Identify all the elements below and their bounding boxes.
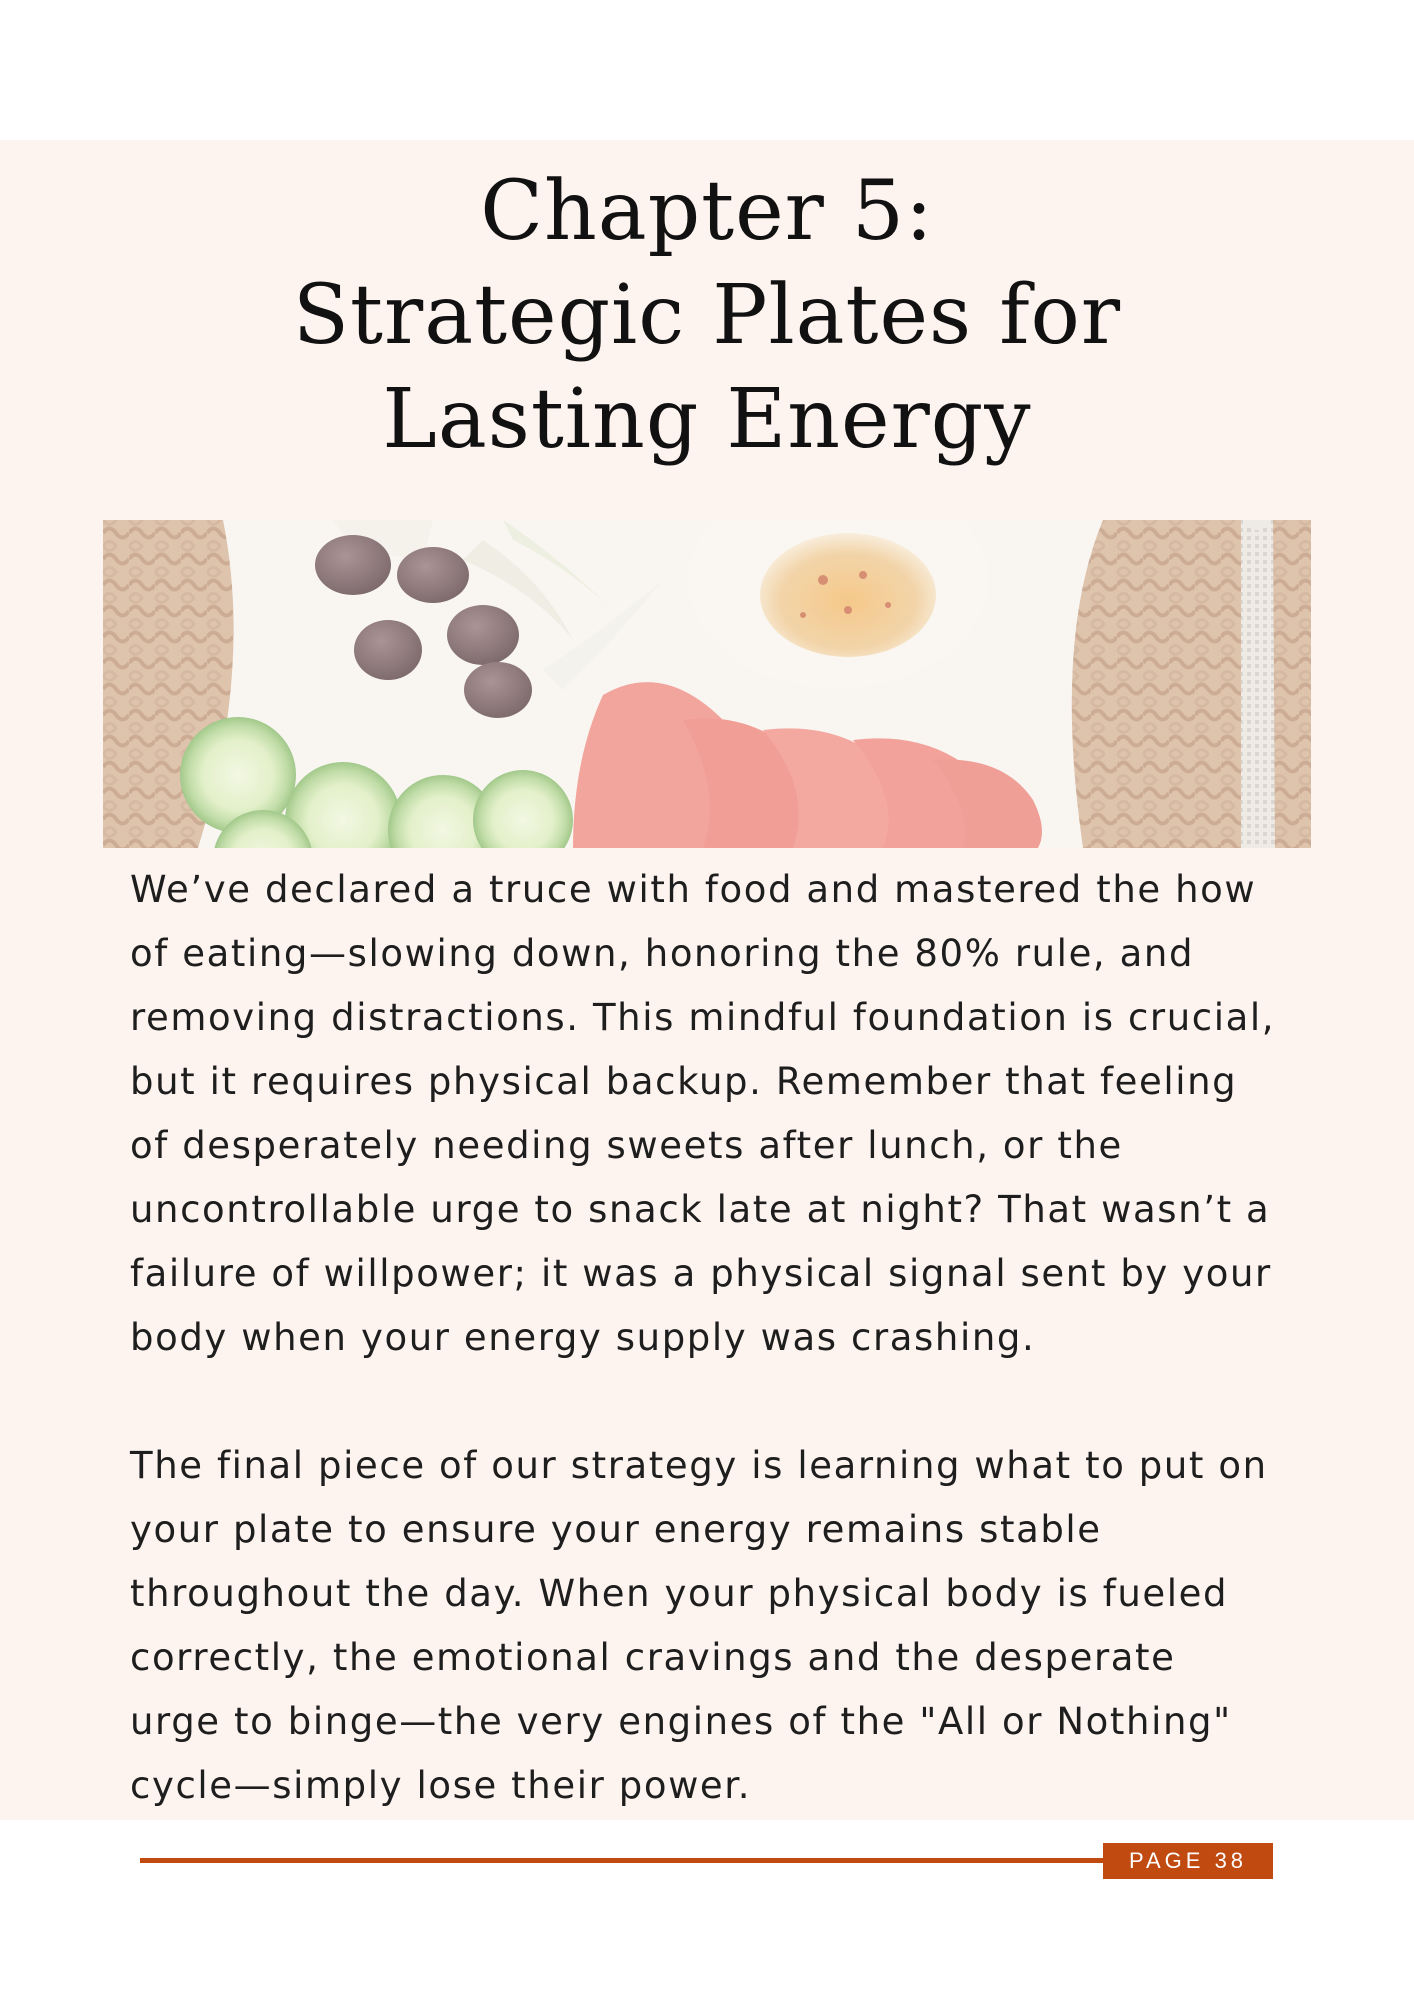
text-line: urge to binge—the very engines of the "All or Nothing" (130, 1700, 1232, 1743)
text-line: uncontrollable urge to snack late at night? That wasn’t a (130, 1188, 1271, 1231)
text-line: body when your energy supply was crashing. (130, 1316, 1036, 1359)
food-plate-photo (103, 520, 1311, 848)
chapter-title (0, 160, 1414, 472)
paragraph (130, 1434, 1310, 1818)
text-line: of eating—slowing down, honoring the 80% rule, and (130, 932, 1195, 975)
text-line: failure of willpower; it was a physical signal sent by your (130, 1252, 1272, 1295)
text-line: cycle—simply lose their power. (130, 1764, 752, 1807)
text-line: your plate to ensure your energy remains stable (130, 1508, 1102, 1551)
paragraph (130, 858, 1310, 1370)
text-line: We’ve declared a truce with food and mastered the how (130, 868, 1257, 911)
text-line: removing distractions. This mindful foundation is crucial, (130, 996, 1276, 1039)
text-line: The final piece of our strategy is learning what to put on (130, 1444, 1268, 1487)
footer-divider (140, 1858, 1110, 1863)
chapter-title-line: Strategic Plates for (292, 268, 1122, 363)
text-line: correctly, the emotional cravings and the desperate (130, 1636, 1176, 1679)
chapter-title-line: Lasting Energy (382, 372, 1032, 467)
page-number-badge: PAGE 38 (1103, 1843, 1273, 1879)
chapter-title-line: Chapter 5: (480, 164, 934, 259)
text-line: of desperately needing sweets after lunch, or the (130, 1124, 1123, 1167)
text-line: but it requires physical backup. Remember that feeling (130, 1060, 1238, 1103)
text-line: throughout the day. When your physical body is fueled (130, 1572, 1229, 1615)
chapter-body-text (130, 858, 1310, 1818)
